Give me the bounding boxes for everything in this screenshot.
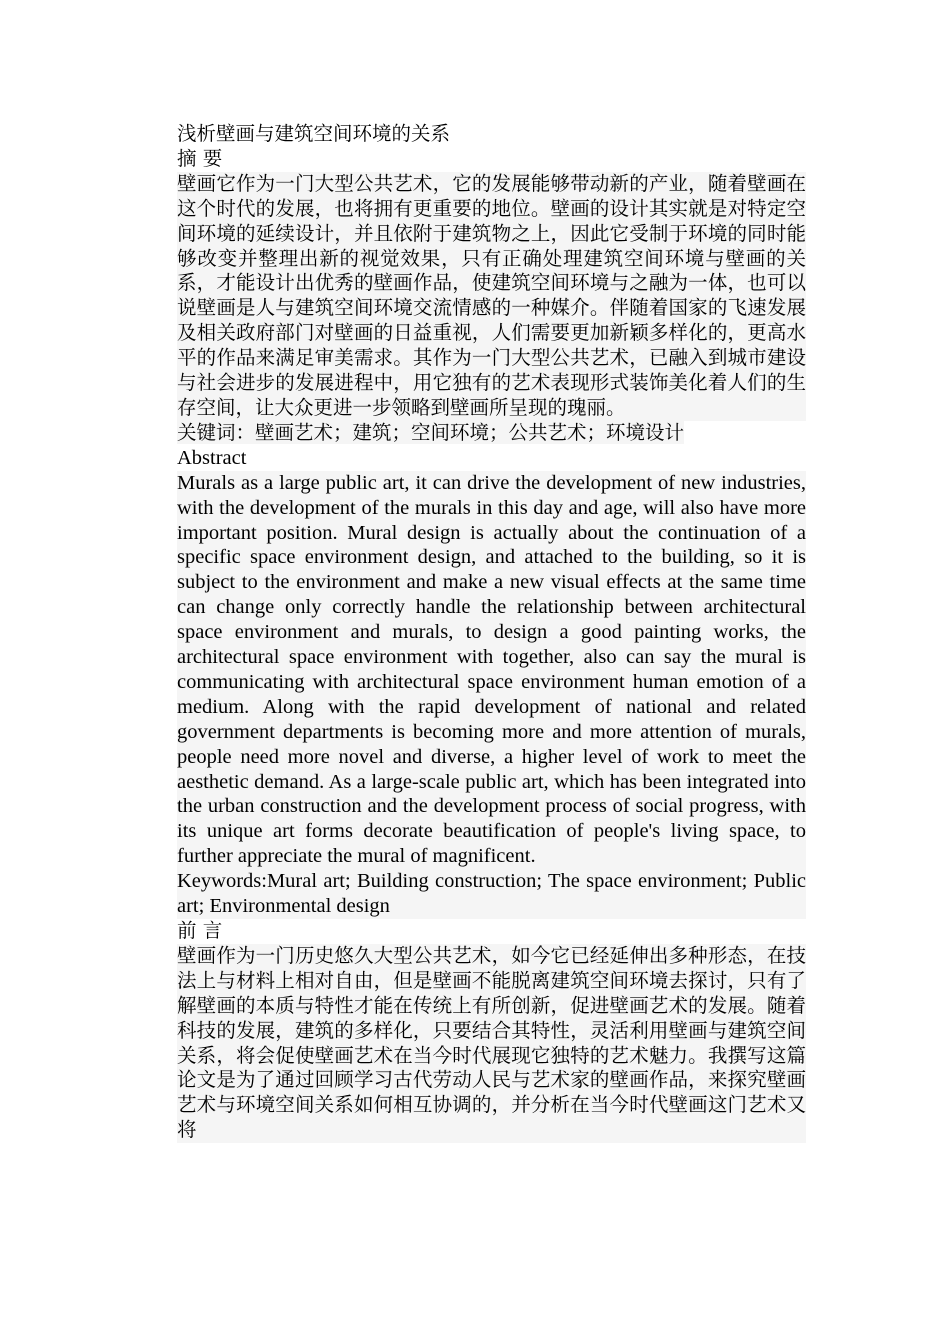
- keywords-en: Keywords:Mural art; Building construction; The space environment; Public art; Environmental design: [177, 870, 806, 918]
- document-title: 浅析壁画与建筑空间环境的关系: [177, 122, 451, 145]
- abstract-cn-heading: 摘 要: [177, 146, 223, 170]
- document-body: [177, 122, 806, 1143]
- preface-heading: 前 言: [177, 919, 223, 942]
- preface-body: 壁画作为一门历史悠久大型公共艺术，如今它已经延伸出多种形态，在技法上与材料上相对自由，但是壁画不能脱离建筑空间环境去探讨，只有了解壁画的本质与特性才能在传统上有所创新，促进壁画艺术的发展。随着科技的发展，建筑的多样化，只要结合其特性，灵活利用壁画与建筑空间关系，将会促使壁画艺术在当今时代展现它独特的艺术魅力。我撰写这篇论文是为了通过回顾学习古代劳动人民与艺术家的壁画作品，来探究壁画艺术与环境空间关系如何相互协调的，并分析在当今时代壁画这门艺术又将: [177, 943, 806, 1142]
- abstract-en-heading: Abstract: [177, 446, 247, 469]
- abstract-en-body: Murals as a large public art, it can drive the development of new industries, with the development of the murals in this day and age, will also have more important position. Mural design is actually about the continuation of a specific space environment design, and attached to the building, so it is subject to the environment and make a new visual effects at the same time can change only correctly handle the relationship between architectural space environment and murals, to design a good painting works, the architectural space environment with together, also can say the mural is communicating with architectural space environment human emotion of a medium. Along with the rapid development of national and related government departments is becoming more and more attention of murals, people need more novel and diverse, a higher level of work to meet the aesthetic demand. As a large-scale public art, which has been integrated into the urban construction and the development process of social progress, with its unique art forms decorate beautification of people's living space, to further appreciate the mural of magnificent.: [177, 471, 806, 868]
- keywords-cn: [177, 421, 806, 446]
- keywords-cn-text: 关键词：壁画艺术；建筑；空间环境；公共艺术；环境设计: [177, 420, 685, 444]
- abstract-cn-body: 壁画它作为一门大型公共艺术，它的发展能够带动新的产业，随着壁画在这个时代的发展，也将拥有更重要的地位。壁画的设计其实就是对特定空间环境的延续设计，并且依附于建筑物之上，因此它受制于环境的同时能够改变并整理出新的视觉效果，只有正确处理建筑空间环境与壁画的关系，才能设计出优秀的壁画作品，使建筑空间环境与之融为一体，也可以说壁画是人与建筑空间环境交流情感的一种媒介。伴随着国家的飞速发展及相关政府部门对壁画的日益重视，人们需要更加新颖多样化的，更高水平的作品来满足审美需求。其作为一门大型公共艺术，已融入到城市建设与社会进步的发展进程中，用它独有的艺术表现形式装饰美化着人们的生存空间，让大众更进一步领略到壁画所呈现的瑰丽。: [177, 171, 806, 419]
